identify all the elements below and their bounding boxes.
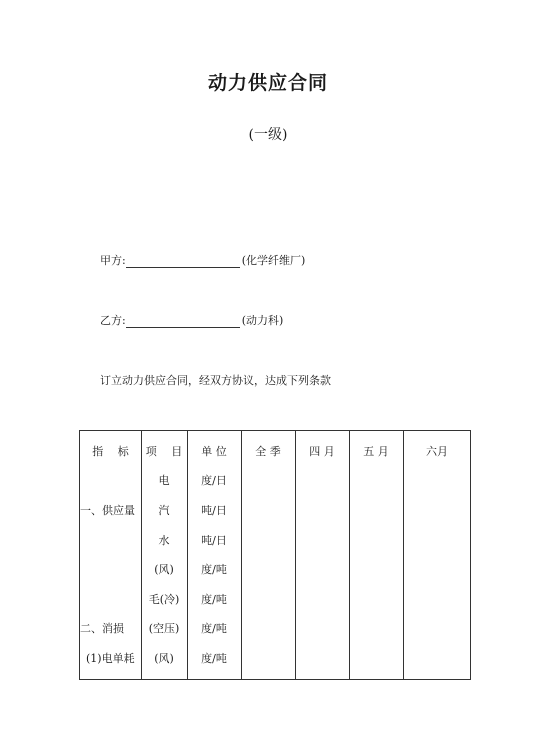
item-compressed-air: (空压)	[148, 622, 180, 635]
unit-cell: 度/日	[201, 474, 227, 487]
unit-cell: 吨/日	[201, 504, 227, 517]
item-water: 水	[158, 534, 170, 547]
column-divider	[187, 431, 188, 679]
item-cooling: 毛(冷)	[148, 593, 180, 606]
header-unit: 单 位	[201, 445, 227, 458]
document-title: 动力供应合同	[207, 72, 328, 94]
indicator-supply: 一、供应量	[80, 504, 135, 517]
column-divider	[349, 431, 350, 679]
party-a-note: (化学纤维厂)	[241, 254, 306, 267]
column-divider	[295, 431, 296, 679]
header-june: 六月	[426, 445, 448, 458]
header-indicator: 指 标	[92, 445, 129, 458]
document-subtitle: (一级)	[248, 127, 288, 143]
column-divider	[241, 431, 242, 679]
party-b-note: (动力科)	[241, 314, 284, 327]
unit-cell: 度/吨	[201, 622, 227, 635]
unit-cell: 度/吨	[201, 563, 227, 576]
party-a-label: 甲方:	[100, 254, 126, 267]
header-may: 五 月	[363, 445, 389, 458]
column-divider	[403, 431, 404, 679]
party-a-blank	[126, 255, 240, 268]
header-item: 项 目	[145, 445, 183, 458]
column-divider	[141, 431, 142, 679]
item-electricity: 电	[158, 474, 170, 487]
item-air-2: (风)	[154, 652, 174, 665]
party-b-blank	[126, 315, 240, 328]
party-a-row	[100, 252, 305, 268]
indicator-loss: 二、消损	[80, 622, 124, 635]
unit-cell: 吨/日	[201, 534, 227, 547]
intro-paragraph: 订立动力供应合同，经双方协议，达成下列条款	[100, 374, 331, 387]
party-b-label: 乙方:	[100, 314, 126, 327]
unit-cell: 度/吨	[201, 652, 227, 665]
header-april: 四 月	[309, 445, 335, 458]
header-quarter: 全 季	[255, 445, 281, 458]
item-steam: 汽	[158, 504, 170, 517]
indicator-power-consumption: (1)电单耗	[86, 652, 135, 665]
unit-cell: 度/吨	[201, 593, 227, 606]
item-air: (风)	[154, 563, 174, 576]
party-b-row	[100, 312, 283, 328]
supply-table	[79, 430, 471, 680]
